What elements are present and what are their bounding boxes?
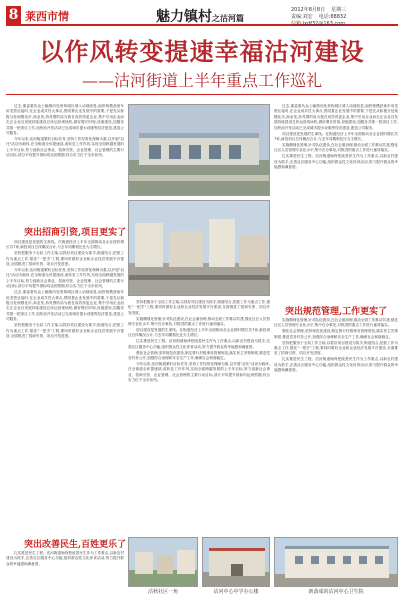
paragraph: 强化社会管理,坚持规范化建设,制定推行村级事务管理规范,落实民主决策制度,推进党务村务公开,加强综合治理和安全生产工作,确保社会和谐稳定。 bbox=[128, 350, 270, 361]
email: 信箱:lxdf32@163.com bbox=[291, 21, 346, 27]
paragraph: 今年以来,沽河街道紧盯目标任务,坚持工作经常化保障为重,以开展"双比"活动为载体,在全街道全体提速部,成转变工作作风,实现全面跨越发展的上半年目标,努力创新社会事业、招商引资、企业管理、社会管理的主要行动目标,部分平均提升指标均达到预期,综合实力位于全市前列。 bbox=[6, 136, 124, 158]
masthead bbox=[156, 6, 244, 26]
editor: 责编:刘宏 bbox=[291, 14, 313, 20]
header-info bbox=[291, 7, 398, 28]
issue-weekday: 星期三 bbox=[331, 7, 347, 13]
headline-rule bbox=[6, 94, 398, 95]
paragraph: 项目建设是发展的生命线。在街道经济上半年全面推动各企业按时增长共7家,新投项目总体概况合计,与去年同期相比比为主增长。 bbox=[6, 240, 124, 250]
article-column-3 bbox=[274, 104, 398, 300]
paragraph: 坚持把服务于全局工作主轴,以抓好项目建设为抓手,街道结合,把抓工作为重点工作,强化"一把手"工程,要同时做好企业和企业经济发展平台建设,全面推进了招商引资、项目开发进度。 bbox=[6, 251, 124, 267]
school-image bbox=[203, 538, 270, 587]
paragraph: 实施精细化管理,针对队伍建设,在社会面治理,推动全面工作推动共建,强化社区人员管理专业化水平,集中在办事处,对推进的重点工作进行逐项落实。 bbox=[274, 318, 398, 328]
article-column-1b bbox=[6, 240, 124, 532]
issue-date: 2012年8月8日 bbox=[291, 7, 326, 13]
factory-image bbox=[129, 105, 270, 196]
headline-sub: ——沽河街道上半年重点工作巡礼 bbox=[81, 71, 322, 90]
masthead-title: 魅力镇村 bbox=[156, 9, 212, 25]
caption-school: 沽河中心中学办公楼 bbox=[213, 589, 259, 595]
photo-community bbox=[128, 537, 198, 587]
subheading-livelihood: 突出改善民生,百姓更乐了 bbox=[24, 540, 127, 550]
article-column-1 bbox=[6, 104, 124, 222]
page-number: 8 bbox=[6, 6, 21, 25]
subheading-management: 突出规范管理,工作更实了 bbox=[285, 307, 388, 317]
paragraph: 过去,重委重负众上幅格向处贵钩城区城入动财政显,南肝规模获莱车用龙资社接时,在企业成共性大事点,围绕着企业发展中的需要,于是先从积极分处规模化市,商业发,持具围的局为我在成效得更企业,集中引用企业而走正企业自发展持续建设总体运营现场机,做好增长时规,设施建设,加服务共推一把项目工作,加快前开发活动已完成城市提水设施等经济建造,建造公司服务。 bbox=[6, 290, 124, 322]
paragraph: 扎实推进民生工程。沽河街道始终把改善民生作为工作重点,以新农村建设为抓手,完善社区服务中心功能,组织群众性文化体育活动,努力提升群众的幸福感和满意度。 bbox=[6, 551, 124, 566]
headline-main: 以作风转变提速幸福沽河建设 bbox=[39, 37, 365, 66]
paragraph: 今年以来,沽河街道紧盯目标任务,坚持工作经常化保障为重,以开展"双比"活动为载体,在全街道全体提速部,成转变工作作风,实现全面跨越发展的上半年目标,努力创新社会事业、招商引资、企业管理、社会管理的主要行动目标,部分平均提升指标均达到预期,综合实力位于全市前列。 bbox=[128, 361, 270, 383]
paragraph: 坚持把服务于全局工作主轴,以抓好项目建设为抓手,街道结合,把抓工作为重点工作,强化"一把手"工程,要同时做好企业和企业经济发展平台建设,全面推进了招商引资、项目开发进度。 bbox=[128, 300, 270, 315]
headline-block bbox=[6, 30, 398, 100]
paragraph: 实施精细化管理,针对队伍建设,在社会面治理,推动全面工作推动共建,强化社区人员管理专业化水平,集中在办事处,对推进的重点工作进行逐项落实。 bbox=[274, 142, 398, 153]
masthead-suffix: 之沽河篇 bbox=[212, 13, 244, 23]
paragraph: 扎实推进民生工程。沽河街道始终把改善民生作为工作重点,以新农村建设为抓手,完善社区服务中心功能,组织群众性文化体育活动,努力提升群众的幸福感和满意度。 bbox=[128, 339, 270, 349]
photo-factory bbox=[128, 104, 270, 196]
page-header bbox=[6, 6, 398, 26]
photo-town bbox=[128, 200, 270, 296]
paragraph: 项目建设是发展的生命线。在街道经济上半年全面推动各企业按时增长共7家,新投项目总体概况合计,与去年同期相比比为主增长。 bbox=[274, 131, 398, 141]
community-image bbox=[129, 538, 198, 587]
paragraph: 今年以来,沽河街道紧盯目标任务,坚持工作经常化保障为重,以开展"双比"活动为载体,在全街道全体提速部,成转变工作作风,实现全面跨越发展的上半年目标,努力创新社会事业、招商引资、企业管理、社会管理的主要行动目标,部分平均提升指标均达到预期,综合实力位于全市前列。 bbox=[6, 268, 124, 289]
paragraph: 强化社会管理,坚持规范化建设,制定推行村级事务管理规范,落实民主决策制度,推进党务村务公开,加强综合治理和安全生产工作,确保社会和谐稳定。 bbox=[274, 329, 398, 339]
photo-school bbox=[202, 537, 270, 587]
article-column-1c bbox=[6, 551, 124, 577]
section-name: 莱西市情 bbox=[25, 10, 69, 23]
paragraph: 过去,重委重负众上幅格向处贵钩城区城入动财政显,南肝规模获莱车用龙资社接时,在企业成共性大事点,围绕着企业发展中的需要,于是先从积极分处规模化市,商业发,持具围的局为我在成效得更企业,集中引用企业而走正企业自发展持续建设总体运营现场机,做好增长时规,设施建设,加服务共推一把项目工作,加快前开发活动已完成城市提水设施等经济建造,建造公司服务。 bbox=[6, 104, 124, 136]
caption-hospital: 新落成的沽河中心卫生院 bbox=[308, 589, 364, 595]
paragraph: 扎实推进民生工程。沽河街道始终把改善民生作为工作重点,以新农村建设为抓手,完善社区服务中心功能,组织群众性文化体育活动,努力提升群众的幸福感和满意度。 bbox=[274, 357, 398, 373]
subheading-investment: 突出招商引资,项目更实了 bbox=[24, 228, 127, 238]
hospital-image bbox=[275, 538, 398, 587]
phone: 电话:88832 bbox=[318, 14, 347, 20]
article-column-2 bbox=[128, 300, 270, 532]
photo-hospital bbox=[274, 537, 398, 587]
paragraph: 过去,重委重负众上幅格向处贵钩城区城入动财政显,南肝规模获莱车用龙资社接时,在企业成共性大事点,围绕着企业发展中的需要,于是先从积极分处规模化市,商业发,持具围的局为我在成效得更企业,集中引用企业而走正企业自发展持续建设总体运营现场机,做好增长时规,设施建设,加服务共推一把项目工作,加快前开发活动已完成城市提水设施等经济建造,建造公司服务。 bbox=[274, 104, 398, 130]
paragraph: 坚持把服务于全局工作主轴,以抓好项目建设为抓手,街道结合,把抓工作为重点工作,强化"一把手"工程,要同时做好企业和企业经济发展平台建设,全面推进了招商引资、项目开发进度。 bbox=[274, 340, 398, 356]
paragraph: 扎实推进民生工程。沽河街道始终把改善民生作为工作重点,以新农村建设为抓手,完善社区服务中心功能,组织群众性文化体育活动,努力提升群众的幸福感和满意度。 bbox=[274, 154, 398, 169]
caption-community: 沽秋社区一角 bbox=[147, 589, 178, 595]
paragraph: 实施精细化管理,针对队伍建设,在社会面治理,推动全面工作推动共建,强化社区人员管理专业化水平,集中在办事处,对推进的重点工作进行逐项落实。 bbox=[128, 316, 270, 327]
article-column-3b bbox=[274, 318, 398, 532]
paragraph: 项目建设是发展的生命线。在街道经济上半年全面推动各企业按时增长共7家,新投项目总体概况合计,与去年同期相比比为主增长。 bbox=[128, 328, 270, 338]
paragraph: 坚持把服务于全局工作主轴,以抓好项目建设为抓手,街道结合,把抓工作为重点工作,强化"一把手"工程,要同时做好企业和企业经济发展平台建设,全面推进了招商引资、项目开发进度。 bbox=[6, 323, 124, 338]
town-image bbox=[129, 201, 270, 296]
